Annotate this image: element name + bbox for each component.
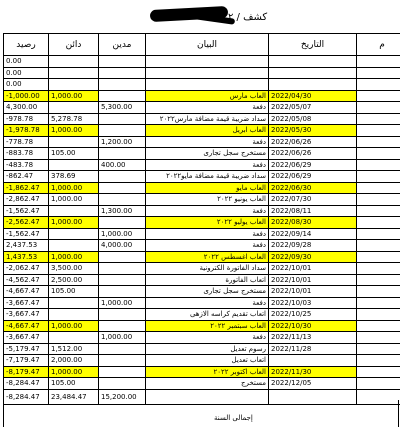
cell-date: 2022/09/30: [269, 251, 357, 263]
cell-balance: -8,284.47: [4, 378, 49, 390]
table-row: [4, 274, 400, 286]
table-row: [4, 125, 400, 137]
table-row: [4, 355, 400, 367]
table-row: [4, 297, 400, 309]
table-row: [4, 366, 400, 378]
cell-balance: -1,000.00: [4, 90, 49, 102]
cell-m: [357, 125, 400, 137]
cell-m: [357, 67, 400, 79]
cell-credit: [49, 240, 99, 252]
cell-date: [269, 79, 357, 91]
cell-date: 2022/11/30: [269, 366, 357, 378]
cell-credit: 105.00: [49, 286, 99, 298]
cell-debit: [99, 320, 146, 332]
cell-m: [357, 182, 400, 194]
cell-date: 2022/06/26: [269, 148, 357, 160]
cell-m: [357, 90, 400, 102]
table-row: [4, 332, 400, 344]
cell-description: دفعة: [146, 205, 269, 217]
cell-description: [146, 56, 269, 68]
cell-credit: 105.00: [49, 378, 99, 390]
cell-debit: [99, 217, 146, 229]
cell-m: [357, 366, 400, 378]
cell-description: [146, 79, 269, 91]
cell-credit: 105.00: [49, 148, 99, 160]
cell-balance: -1,978.78: [4, 125, 49, 137]
cell-date: [269, 56, 357, 68]
table-row: [4, 67, 400, 79]
cell-m: [357, 79, 400, 91]
cell-date: 2022/10/01: [269, 286, 357, 298]
cell-balance: -483.78: [4, 159, 49, 171]
cell-debit: [99, 286, 146, 298]
table-row: [4, 309, 400, 321]
cell-debit: 1,000.00: [99, 332, 146, 344]
cell-credit: 1,000.00: [49, 320, 99, 332]
table-row: [4, 56, 400, 68]
cell-m: [357, 228, 400, 240]
cell-credit: [49, 159, 99, 171]
cell-balance: -2,562.47: [4, 217, 49, 229]
cell-balance: 0.00: [4, 79, 49, 91]
cell-credit: [49, 79, 99, 91]
cell-description: دفعة: [146, 136, 269, 148]
cell-date: 2022/12/05: [269, 378, 357, 390]
cell-debit: [99, 56, 146, 68]
col-description: البيان: [146, 34, 269, 56]
col-date: التاريخ: [269, 34, 357, 56]
table-row: [4, 159, 400, 171]
table-row: [4, 136, 400, 148]
cell-debit: [99, 343, 146, 355]
cell-balance: -1,562.47: [4, 228, 49, 240]
cell-description: دفعة: [146, 332, 269, 344]
cell-credit: 1,000.00: [49, 125, 99, 137]
col-credit: دائن: [49, 34, 99, 56]
table-row: [4, 240, 400, 252]
cell-m: [357, 102, 400, 114]
cell-description: العاب سبتمبر ٢٠٢٢: [146, 320, 269, 332]
cell-m: [357, 263, 400, 275]
cell-debit: [99, 309, 146, 321]
cell-m: [357, 56, 400, 68]
cell-description: العاب اكتوبر ٢٠٢٢: [146, 366, 269, 378]
total-credit: 23,484.47: [49, 389, 99, 404]
cell-date: 2022/06/26: [269, 136, 357, 148]
table-row: [4, 263, 400, 275]
cell-balance: -978.78: [4, 113, 49, 125]
table-row: [4, 378, 400, 390]
cell-description: سداد ضريبة قيمة مضافة مارس٢٠٢٢: [146, 113, 269, 125]
cell-balance: 0.00: [4, 56, 49, 68]
table-row: [4, 148, 400, 160]
cell-credit: 5,278.78: [49, 113, 99, 125]
cell-balance: -778.78: [4, 136, 49, 148]
cell-debit: [99, 67, 146, 79]
cell-debit: [99, 378, 146, 390]
cell-credit: 1,000.00: [49, 251, 99, 263]
header-row: [4, 34, 400, 56]
cell-m: [357, 251, 400, 263]
cell-description: دفعة: [146, 297, 269, 309]
cell-balance: -3,667.47: [4, 297, 49, 309]
cell-date: [269, 355, 357, 367]
cell-date: 2022/10/03: [269, 297, 357, 309]
cell-m: [357, 113, 400, 125]
cell-balance: -4,667.47: [4, 320, 49, 332]
cell-credit: 1,000.00: [49, 194, 99, 206]
table-row: [4, 182, 400, 194]
cell-debit: 1,000.00: [99, 228, 146, 240]
total-debit: 15,200.00: [99, 389, 146, 404]
cell-m: [357, 355, 400, 367]
cell-description: العاب مارس: [146, 90, 269, 102]
cell-credit: [49, 136, 99, 148]
cell-description: سداد ضريبة قيمة مضافة مايو٢٠٢٢: [146, 171, 269, 183]
cell-debit: 1,300.00: [99, 205, 146, 217]
cell-debit: [99, 182, 146, 194]
table-row: [4, 194, 400, 206]
cell-credit: [49, 332, 99, 344]
cell-credit: [49, 67, 99, 79]
cell-debit: [99, 79, 146, 91]
cell-balance: -1,862.47: [4, 182, 49, 194]
cell-m: [357, 378, 400, 390]
cell-date: 2022/05/08: [269, 113, 357, 125]
table-row: [4, 90, 400, 102]
footer-area: [3, 400, 399, 427]
cell-balance: -2,862.47: [4, 194, 49, 206]
table-row: [4, 286, 400, 298]
table-row: [4, 251, 400, 263]
cell-credit: 1,000.00: [49, 90, 99, 102]
cell-credit: [49, 56, 99, 68]
sheet-title-area: [0, 0, 400, 34]
table-row: [4, 343, 400, 355]
cell-description: دفعة: [146, 240, 269, 252]
cell-balance: -1,562.47: [4, 205, 49, 217]
cell-m: [357, 136, 400, 148]
cell-date: 2022/08/30: [269, 217, 357, 229]
col-balance: رصيد: [4, 34, 49, 56]
cell-debit: 1,200.00: [99, 136, 146, 148]
cell-debit: 5,300.00: [99, 102, 146, 114]
cell-date: 2022/06/29: [269, 159, 357, 171]
cell-m: [357, 343, 400, 355]
cell-credit: 2,500.00: [49, 274, 99, 286]
cell-debit: [99, 125, 146, 137]
col-debit: مدين: [99, 34, 146, 56]
cell-m: [357, 297, 400, 309]
cell-date: 2022/06/30: [269, 182, 357, 194]
cell-debit: [99, 274, 146, 286]
table-row: [4, 228, 400, 240]
cell-balance: 4,300.00: [4, 102, 49, 114]
cell-date: 2022/08/11: [269, 205, 357, 217]
cell-m: [357, 148, 400, 160]
cell-m: [357, 286, 400, 298]
cell-date: 2022/11/28: [269, 343, 357, 355]
cell-m: [357, 217, 400, 229]
cell-description: مستخرج سجل تجارى: [146, 286, 269, 298]
cell-balance: -2,062.47: [4, 263, 49, 275]
cell-date: 2022/10/01: [269, 274, 357, 286]
cell-date: [269, 67, 357, 79]
cell-balance: -4,562.47: [4, 274, 49, 286]
cell-m: [357, 240, 400, 252]
cell-credit: [49, 102, 99, 114]
cell-description: العاب مايو: [146, 182, 269, 194]
cell-credit: [49, 297, 99, 309]
cell-debit: [99, 355, 146, 367]
cell-balance: -3,667.47: [4, 309, 49, 321]
cell-credit: [49, 309, 99, 321]
cell-description: العاب اغسطس ٢٠٢٢: [146, 251, 269, 263]
cell-debit: [99, 171, 146, 183]
year-total-label: إجمالى السنة: [214, 414, 253, 422]
cell-balance: -3,667.47: [4, 332, 49, 344]
cell-date: 2022/05/30: [269, 125, 357, 137]
cell-date: 2022/10/25: [269, 309, 357, 321]
ledger-table: [3, 33, 400, 405]
table-row: [4, 79, 400, 91]
cell-debit: [99, 113, 146, 125]
cell-debit: 1,000.00: [99, 297, 146, 309]
cell-m: [357, 171, 400, 183]
cell-debit: [99, 251, 146, 263]
cell-description: سداد الفاتورة الكترونية: [146, 263, 269, 275]
cell-m: [357, 205, 400, 217]
cell-description: [146, 67, 269, 79]
cell-date: 2022/10/01: [269, 263, 357, 275]
cell-m: [357, 320, 400, 332]
cell-debit: 400.00: [99, 159, 146, 171]
cell-debit: [99, 148, 146, 160]
cell-date: 2022/07/30: [269, 194, 357, 206]
cell-debit: [99, 366, 146, 378]
cell-description: العاب يونيو ٢٠٢٢: [146, 194, 269, 206]
cell-date: 2022/09/14: [269, 228, 357, 240]
table-row: [4, 205, 400, 217]
cell-description: اتعاب تعديل: [146, 355, 269, 367]
cell-balance: -4,667.47: [4, 286, 49, 298]
cell-credit: [49, 228, 99, 240]
total-balance: -8,284.47: [4, 389, 49, 404]
table-row: [4, 102, 400, 114]
cell-balance: 2,437.53: [4, 240, 49, 252]
cell-description: مستخرج سجل تجارى: [146, 148, 269, 160]
cell-description: اتعاب الفاتورة: [146, 274, 269, 286]
cell-credit: 2,000.00: [49, 355, 99, 367]
table-row: [4, 320, 400, 332]
cell-description: العاب يوليو ٢٠٢٢: [146, 217, 269, 229]
cell-description: اتعاب تقديم كراسه الازهى: [146, 309, 269, 321]
cell-m: [357, 332, 400, 344]
cell-balance: 0.00: [4, 67, 49, 79]
table-row: [4, 171, 400, 183]
cell-credit: 3,500.00: [49, 263, 99, 275]
cell-balance: -883.78: [4, 148, 49, 160]
cell-date: 2022/05/07: [269, 102, 357, 114]
cell-debit: [99, 263, 146, 275]
cell-credit: 1,000.00: [49, 366, 99, 378]
cell-balance: -862.47: [4, 171, 49, 183]
cell-balance: 1,437.53: [4, 251, 49, 263]
cell-credit: [49, 205, 99, 217]
cell-description: رسوم تعديل: [146, 343, 269, 355]
cell-m: [357, 309, 400, 321]
cell-description: دفعة: [146, 159, 269, 171]
table-row: [4, 217, 400, 229]
cell-m: [357, 194, 400, 206]
cell-debit: [99, 194, 146, 206]
cell-description: دفعة: [146, 228, 269, 240]
cell-balance: -7,179.47: [4, 355, 49, 367]
cell-date: 2022/09/28: [269, 240, 357, 252]
cell-description: العاب ابريل: [146, 125, 269, 137]
cell-balance: -8,179.47: [4, 366, 49, 378]
cell-credit: 1,000.00: [49, 217, 99, 229]
table-row: [4, 113, 400, 125]
cell-debit: [99, 90, 146, 102]
cell-credit: 378.69: [49, 171, 99, 183]
cell-date: 2022/11/13: [269, 332, 357, 344]
cell-date: 2022/06/29: [269, 171, 357, 183]
cell-debit: 4,000.00: [99, 240, 146, 252]
cell-credit: 1,512.00: [49, 343, 99, 355]
cell-m: [357, 274, 400, 286]
cell-balance: -5,179.47: [4, 343, 49, 355]
cell-description: دفعة: [146, 102, 269, 114]
cell-m: [357, 159, 400, 171]
cell-date: 2022/10/30: [269, 320, 357, 332]
cell-description: مستخرج: [146, 378, 269, 390]
cell-credit: 1,000.00: [49, 182, 99, 194]
col-m: م: [357, 34, 400, 56]
sheet-title: كشف / ٢: [228, 12, 268, 23]
cell-date: 2022/04/30: [269, 90, 357, 102]
